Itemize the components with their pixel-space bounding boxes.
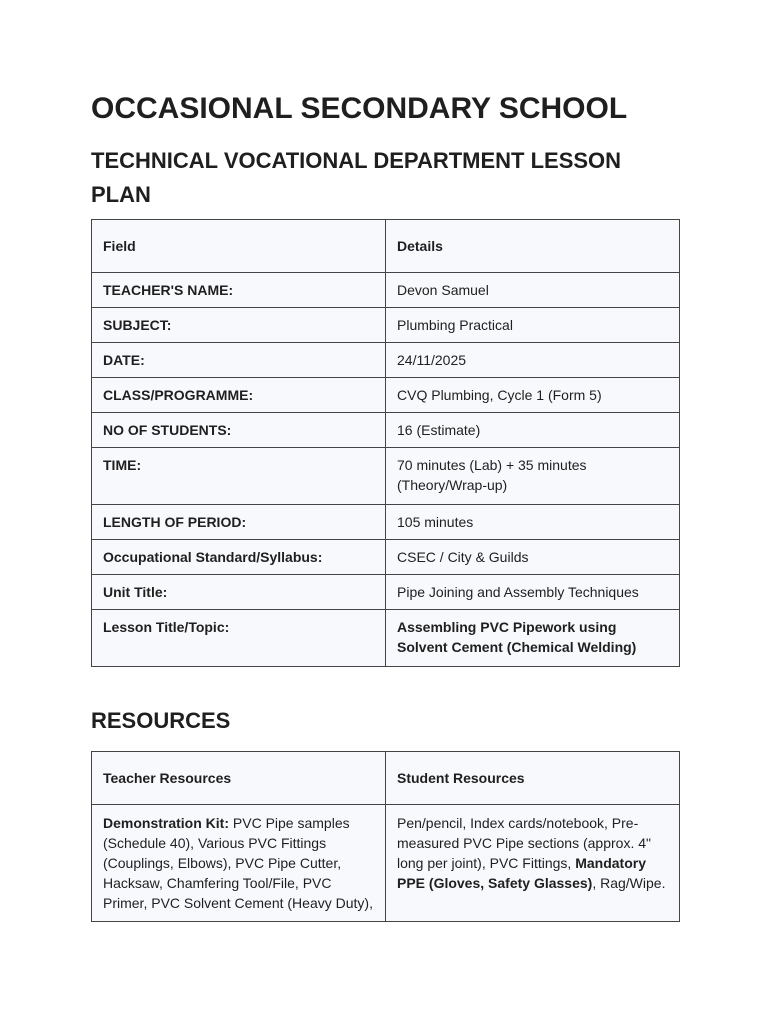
teacher-resources-bold: Demonstration Kit: [103,815,229,831]
header-details: Details [386,220,680,273]
resources-heading: RESOURCES [91,708,231,733]
resources-table [91,751,680,922]
field-date: DATE: [92,343,386,378]
field-subject: SUBJECT: [92,308,386,343]
field-teacher-name: TEACHER'S NAME: [92,273,386,308]
header-student-resources: Student Resources [386,752,680,805]
table-row [92,448,680,505]
value-lesson-title: Assembling PVC Pipework using Solvent Cement (Chemical Welding) [386,610,680,667]
value-date: 24/11/2025 [386,343,680,378]
field-lesson-title: Lesson Title/Topic: [92,610,386,667]
table-row [92,575,680,610]
value-no-of-students: 16 (Estimate) [386,413,680,448]
table-row [92,610,680,667]
value-subject: Plumbing Practical [386,308,680,343]
table-row [92,413,680,448]
value-length-of-period: 105 minutes [386,505,680,540]
table-row [92,505,680,540]
school-name: OCCASIONAL SECONDARY SCHOOL [91,92,628,125]
value-unit-title: Pipe Joining and Assembly Techniques [386,575,680,610]
field-class-programme: CLASS/PROGRAMME: [92,378,386,413]
teacher-resources-text: PVC Pipe samples (Schedule 40), Various PVC Fittings (Couplings, Elbows), PVC Pipe Cutter, Hacksaw, Chamfering Tool/File, PVC Primer, PVC Solvent Cement (Heavy Duty), [103,815,373,911]
field-unit-title: Unit Title: [92,575,386,610]
table-header-row [92,752,680,805]
value-teacher-name: Devon Samuel [386,273,680,308]
lesson-details-table [91,219,680,667]
table-header-row [92,220,680,273]
student-resources-text-1: Pen/pencil, Index cards/notebook, Pre-measured PVC Pipe sections (approx. 4" long per joint), PVC Fittings, [397,815,651,871]
table-row [92,273,680,308]
value-class-programme: CVQ Plumbing, Cycle 1 (Form 5) [386,378,680,413]
field-time: TIME: [92,448,386,505]
header-field: Field [92,220,386,273]
value-time: 70 minutes (Lab) + 35 minutes (Theory/Wrap-up) [386,448,680,505]
table-row [92,378,680,413]
field-no-of-students: NO OF STUDENTS: [92,413,386,448]
table-row [92,343,680,378]
field-length-of-period: LENGTH OF PERIOD: [92,505,386,540]
student-resources-cell [386,805,680,922]
student-resources-text-2: , Rag/Wipe. [592,875,666,891]
value-occupational-standard: CSEC / City & Guilds [386,540,680,575]
header-teacher-resources: Teacher Resources [92,752,386,805]
table-row [92,540,680,575]
table-row [92,805,680,922]
table-row [92,308,680,343]
student-resources-bold: Mandatory PPE (Gloves, Safety Glasses) [397,855,646,891]
field-occupational-standard: Occupational Standard/Syllabus: [92,540,386,575]
department-title: TECHNICAL VOCATIONAL DEPARTMENT LESSON PLAN [91,148,622,207]
teacher-resources-cell [92,805,386,922]
